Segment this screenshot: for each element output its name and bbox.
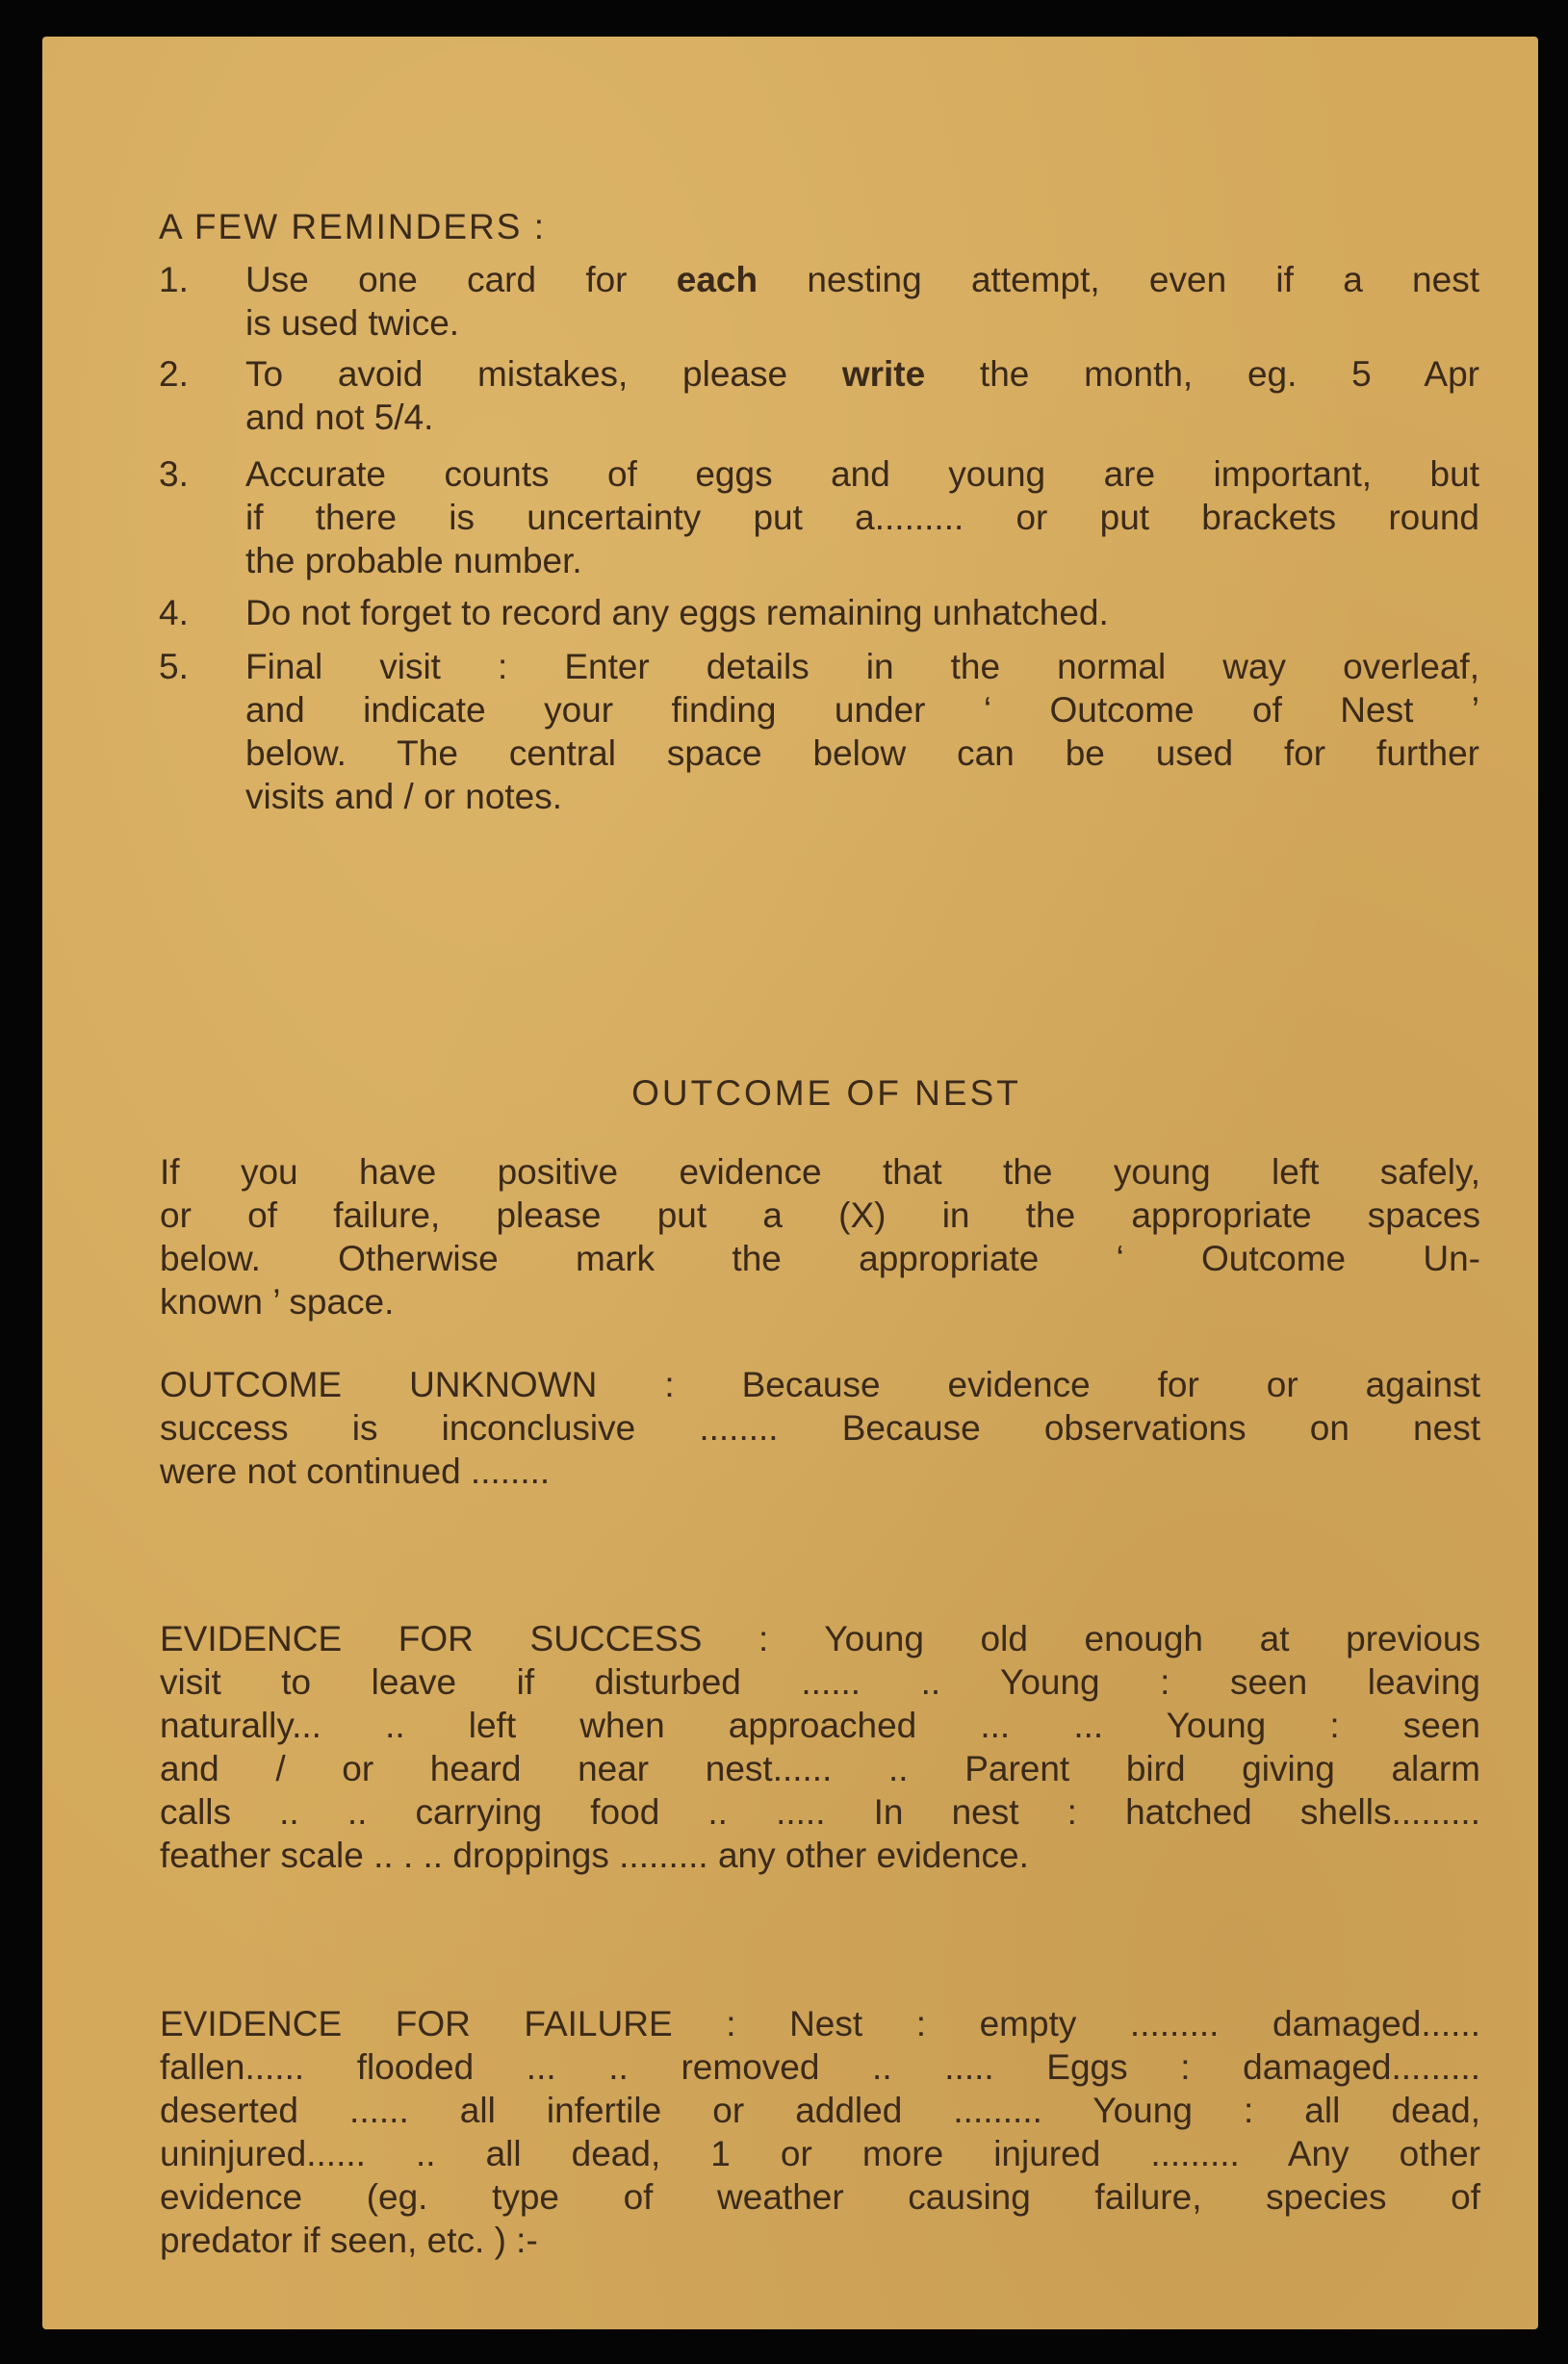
text-line: Final visit : Enter details in the normal way overleaf, (245, 647, 1479, 686)
text-line: and not 5/4. (245, 398, 434, 437)
text-line: Accurate counts of eggs and young are important, but (245, 454, 1479, 494)
text-line: deserted ...... all infertile or addled ......... Young : all dead, (160, 2091, 1480, 2130)
text-segment: To avoid mistakes, please (245, 354, 842, 394)
text-line: EVIDENCE FOR FAILURE : Nest : empty ......... damaged...... (160, 2004, 1480, 2043)
emphasis-text: each (676, 260, 758, 299)
text-line: below. The central space below can be used for further (245, 733, 1479, 773)
text-line: evidence (eg. type of weather causing failure, species of (160, 2177, 1480, 2217)
text-line: EVIDENCE FOR SUCCESS : Young old enough at previous (160, 1619, 1480, 1658)
text-line: below. Otherwise mark the appropriate ‘ Outcome Un- (160, 1239, 1480, 1278)
text-line: visit to leave if disturbed ...... .. Young : seen leaving (160, 1662, 1480, 1702)
text-segment: the month, eg. 5 Apr (925, 354, 1480, 394)
text-line: if there is uncertainty put a......... or put brackets round (245, 498, 1479, 537)
text-line: calls .. .. carrying food .. ..... In nest : hatched shells......... (160, 1792, 1480, 1832)
text-line: or of failure, please put a (X) in the appropriate spaces (160, 1195, 1480, 1235)
reminder-text (245, 591, 1479, 634)
text-line: Do not forget to record any eggs remaining unhatched. (245, 593, 1109, 632)
text-line: the probable number. (245, 541, 582, 580)
text-line: If you have positive evidence that the young left safely, (160, 1152, 1480, 1192)
text-line: uninjured...... .. all dead, 1 or more injured ......... Any other (160, 2134, 1480, 2173)
evidence-failure (160, 2002, 1480, 2262)
text-line (245, 352, 1479, 396)
reminder-number: 5. (159, 647, 189, 686)
text-line: were not continued ........ (160, 1452, 551, 1491)
reminder-text (245, 645, 1479, 818)
reminder-text (245, 352, 1479, 439)
text-line: success is inconclusive ........ Because observations on nest (160, 1408, 1480, 1448)
text-segment: nesting attempt, even if a nest (758, 260, 1479, 299)
text-line: visits and / or notes. (245, 777, 563, 816)
text-line: is used twice. (245, 303, 460, 343)
outcome-unknown (160, 1363, 1480, 1493)
reminder-text (245, 258, 1479, 345)
reminder-number: 4. (159, 593, 189, 632)
record-card (42, 37, 1538, 2329)
text-line: fallen...... flooded ... .. removed .. ..... Eggs : damaged......... (160, 2047, 1480, 2087)
text-line: known ’ space. (160, 1282, 395, 1322)
text-line: OUTCOME UNKNOWN : Because evidence for or against (160, 1365, 1480, 1404)
text-line (245, 258, 1479, 301)
text-line: feather scale .. . .. droppings ......... any other evidence. (160, 1836, 1029, 1875)
text-line: and indicate your finding under ‘ Outcome of Nest ’ (245, 690, 1479, 730)
text-line: and / or heard near nest...... .. Parent bird giving alarm (160, 1749, 1480, 1788)
text-line: naturally... .. left when approached ... ... Young : seen (160, 1706, 1480, 1745)
outcome-title: OUTCOME OF NEST (631, 1073, 1021, 1113)
reminder-number: 3. (159, 454, 189, 494)
reminder-number: 1. (159, 260, 189, 299)
reminders-heading: A FEW REMINDERS : (159, 207, 546, 246)
outcome-intro (160, 1150, 1480, 1323)
text-line: predator if seen, etc. ) :- (160, 2221, 538, 2260)
evidence-success (160, 1617, 1480, 1877)
text-segment: Use one card for (245, 260, 677, 299)
reminder-number: 2. (159, 354, 189, 394)
emphasis-text: write (841, 354, 926, 394)
reminder-text (245, 452, 1479, 582)
